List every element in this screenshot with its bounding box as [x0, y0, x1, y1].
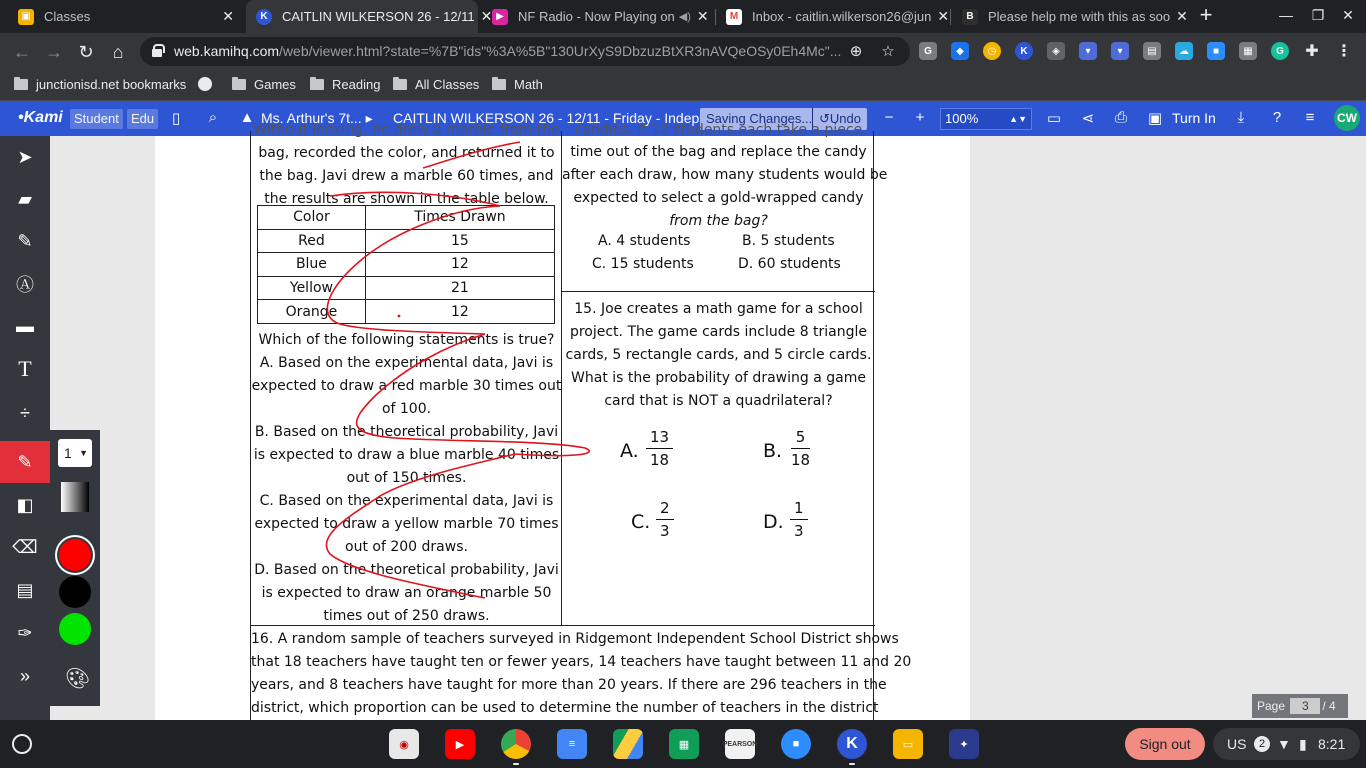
browser-tab-strip — [0, 0, 1366, 33]
bookmark-folder-games[interactable] — [232, 77, 296, 92]
zoom-select[interactable] — [940, 108, 1032, 130]
questions-13-15-column — [562, 122, 888, 625]
zoom-value: 100% — [945, 111, 979, 126]
folder-icon — [310, 79, 324, 90]
q14-choice-d: is expected to draw an orange marble 50 — [261, 585, 552, 601]
q16-line: 16. A random sample of teachers surveyed in Ridgemont Independent School District shows — [251, 631, 899, 647]
reload-icon[interactable]: ↻ — [78, 42, 94, 62]
q15-choice-c-letter: C. — [631, 511, 651, 533]
zoom-extension-icon[interactable]: ■ — [1207, 42, 1225, 60]
tab-nf-radio[interactable] — [482, 0, 714, 33]
download-icon[interactable]: ⤓ — [1237, 109, 1245, 126]
marble-results-table — [257, 205, 555, 324]
bookmark-label: Math — [514, 77, 543, 92]
q15-choice-a-letter: A. — [620, 440, 639, 462]
q15-choice-c-fraction — [656, 499, 674, 540]
q13-choice-b: B. 5 students — [742, 233, 835, 249]
minimize-icon[interactable]: — — [1279, 7, 1293, 23]
securly-app-icon[interactable]: ◉ — [389, 729, 419, 759]
clock-extension-icon[interactable]: ◷ — [983, 42, 1001, 60]
pearson-testnav-app-icon[interactable]: PEARSON — [725, 729, 755, 759]
notification-count-badge: 2 — [1254, 736, 1270, 752]
tab-title: Please help me with this as soo — [988, 9, 1171, 24]
select-tool-icon[interactable]: ➤ — [17, 146, 33, 167]
student-badge: Student — [70, 109, 123, 129]
wifi-icon: ▼ — [1277, 736, 1291, 752]
menu-icon[interactable]: ≡ — [1305, 109, 1315, 126]
chevron-down-icon: ▼ — [79, 448, 88, 458]
highlighter-tool-icon[interactable]: ▰ — [18, 188, 32, 209]
breadcrumb-file[interactable]: CAITLIN WILKERSON 26 - 12/11 - Friday - Indep — [393, 110, 700, 126]
chevron-updown-icon: ▲▼ — [1009, 114, 1027, 124]
tab-separator — [950, 9, 951, 25]
clock-time: 8:21 — [1318, 736, 1346, 752]
close-icon[interactable]: ✕ — [1176, 8, 1188, 24]
battery-icon: ▮ — [1299, 736, 1307, 752]
equation-tool-icon[interactable]: ÷ — [20, 402, 30, 423]
nf-radio-icon: ▶ — [492, 9, 508, 25]
q14-question: Which of the following statements is true? — [258, 332, 555, 348]
denominator: 18 — [650, 451, 670, 469]
numerator: 2 — [656, 499, 674, 520]
forward-icon[interactable]: → — [45, 42, 63, 62]
saving-status: Saving Changes... — [700, 108, 818, 130]
denominator: 18 — [791, 451, 811, 469]
q14-choice-c: expected to draw a yellow marble 70 times — [254, 516, 559, 532]
bookmark-folder-junctionisd[interactable] — [14, 77, 186, 92]
drawing-options-panel — [50, 430, 100, 706]
color-swatch-green[interactable] — [59, 613, 91, 645]
launcher-icon[interactable] — [12, 734, 32, 754]
q15-line: cards, 5 rectangle cards, and 5 circle cards. — [565, 347, 872, 363]
color-swatch-black[interactable] — [59, 576, 91, 608]
tab-brainly[interactable] — [952, 0, 1188, 33]
chromeos-shelf — [0, 720, 1366, 768]
q14-choice-a: A. Based on the experimental data, Javi is — [259, 355, 554, 371]
shield-extension-icon[interactable]: ◆ — [951, 42, 969, 60]
globe-icon — [198, 77, 212, 91]
google-sheets-app-icon[interactable]: ▦ — [669, 729, 699, 759]
kami-extension-icon[interactable]: K — [1015, 42, 1033, 60]
puzzle-extensions-icon[interactable]: ✚ — [1305, 43, 1319, 60]
table-cell: 21 — [365, 276, 554, 300]
classes-icon: ▣ — [18, 9, 34, 25]
new-tab-button[interactable]: + — [1199, 2, 1213, 27]
denominator: 3 — [660, 522, 670, 540]
close-icon[interactable]: ✕ — [696, 8, 709, 24]
q14-choice-b: is expected to draw a blue marble 40 times — [253, 447, 560, 463]
g-extension-icon[interactable]: G — [919, 42, 937, 60]
q15-choice-d-fraction — [790, 499, 808, 540]
palette-icon[interactable]: 🎨︎ — [65, 668, 91, 690]
q14-intro-line: the bag. Javi drew a marble 60 times, and — [259, 168, 554, 184]
numerator: 5 — [791, 428, 810, 449]
q15-line: project. The game cards include 8 triangle — [569, 324, 868, 340]
bookmark-label: Reading — [332, 77, 381, 92]
url-path: /web/viewer.html?state=%7B"ids"%3A%5B"130UrXyS9DbzuzBtXR3nAVQeOSy0Eh4Mc"... — [279, 43, 842, 59]
q15-choice-b-fraction — [791, 428, 810, 469]
q14-choice-a: expected to draw a red marble 30 times out — [251, 378, 562, 394]
q15-choice-a-fraction — [646, 428, 673, 469]
q15-line: 15. Joe creates a math game for a school — [574, 301, 863, 317]
q14-choice-d: times out of 250 draws. — [323, 608, 490, 624]
q13-choice-a: A. 4 students — [598, 233, 691, 249]
stroke-size-select[interactable] — [58, 439, 92, 467]
stroke-size-value: 1 — [64, 445, 72, 461]
q14-intro-line: bag, recorded the color, and returned it to — [258, 145, 555, 161]
q13-choice-c: C. 15 students — [592, 256, 694, 272]
divider — [562, 291, 875, 292]
bookmarks-bar — [0, 70, 1366, 101]
tab-title: CAITLIN WILKERSON 26 - 12/11 — [282, 9, 475, 24]
q14-choice-c: out of 200 draws. — [345, 539, 468, 555]
q13-line: time out of the bag and replace the candy — [570, 144, 867, 160]
page-label: Page — [1257, 699, 1286, 713]
avatar[interactable]: CW — [1334, 105, 1360, 131]
q14-intro-line: the results are shown in the table below. — [264, 191, 549, 207]
cast-extension-icon[interactable]: ▤ — [1143, 42, 1161, 60]
eraser-tool-icon[interactable]: ⌫ — [12, 536, 38, 557]
url-host: web.kamihq.com — [174, 43, 280, 59]
close-icon[interactable]: ✕ — [222, 8, 234, 24]
page-indicator — [1252, 694, 1348, 718]
maximize-icon[interactable]: ❐ — [1311, 7, 1325, 23]
table-header: Times Drawn — [365, 206, 554, 230]
table-cell: 12 — [365, 253, 554, 277]
folder-icon — [232, 79, 246, 90]
add-circle-icon[interactable]: ⊕ — [849, 43, 863, 60]
comment-tool-icon[interactable]: ▬ — [16, 315, 34, 336]
q15-choice-d-letter: D. — [763, 511, 784, 533]
q16-line: that 18 teachers have taught ten or fewer years, 14 teachers have taught between 11 and 20 — [251, 654, 912, 670]
drive-icon[interactable]: ▲ — [239, 109, 255, 126]
turn-in-button[interactable]: Turn In — [1172, 110, 1216, 126]
browser-toolbar — [0, 33, 1366, 70]
brainly-icon: B — [962, 9, 978, 25]
close-icon[interactable]: ✕ — [480, 8, 493, 24]
tab-title: Inbox - caitlin.wilkerson26@jun — [752, 9, 932, 24]
running-indicator — [849, 763, 855, 765]
q13-cut-line: candies. If 12 students each take a piece — [574, 122, 863, 138]
signature-tool-icon[interactable]: ✑ — [17, 622, 33, 643]
v-extension-2-icon[interactable]: ▾ — [1111, 42, 1129, 60]
home-icon[interactable]: ⌂ — [112, 42, 124, 62]
q16-line: years, and 8 teachers have taught for more than 20 years. If there are 296 teachers in the — [251, 677, 887, 693]
folder-icon — [492, 79, 506, 90]
google-slides-app-icon[interactable]: ▭ — [893, 729, 923, 759]
speaker-icon[interactable]: ◀) — [678, 11, 691, 23]
sign-out-button[interactable]: Sign out — [1125, 728, 1205, 760]
sidebar-toggle-icon[interactable]: ▯ — [171, 110, 181, 127]
zoom-in-icon[interactable]: + — [915, 109, 925, 126]
q14-choice-d: D. Based on the theoretical probability, Javi — [254, 562, 559, 578]
q14-choice-b: out of 150 times. — [346, 470, 467, 486]
bookmark-folder-reading[interactable] — [310, 77, 380, 92]
gmail-icon: M — [726, 9, 742, 25]
window-close-icon[interactable]: ✕ — [1342, 7, 1354, 23]
q15-line: card that is NOT a quadrilateral? — [604, 393, 833, 409]
grammarly-extension-icon[interactable]: G — [1271, 42, 1289, 60]
tab-gmail-inbox[interactable] — [716, 0, 948, 33]
expand-tools-icon[interactable]: » — [19, 665, 30, 686]
markup-tool-icon[interactable]: ✎ — [17, 230, 33, 251]
numerator: 1 — [790, 499, 808, 520]
cloud-extension-icon[interactable]: ☁ — [1175, 42, 1193, 60]
breadcrumb-course[interactable]: Ms. Arthur's 7t... ▸ — [261, 110, 373, 126]
back-icon[interactable]: ← — [13, 42, 31, 62]
kami-tool-rail — [0, 136, 50, 720]
folder-icon — [393, 79, 407, 90]
numerator: 13 — [646, 428, 673, 449]
share-icon[interactable]: ⋖ — [1081, 110, 1095, 127]
shield-gray-extension-icon[interactable]: ◈ — [1047, 42, 1065, 60]
bookmark-label: All Classes — [415, 77, 480, 92]
bookmark-label: Games — [254, 77, 296, 92]
tab-kami-document[interactable] — [246, 0, 493, 33]
drawing-tool-icon[interactable]: ✎ — [0, 441, 50, 483]
bookmark-folder-all-classes[interactable] — [393, 77, 479, 92]
edu-badge: Edu — [127, 109, 158, 129]
q15-choice-b-letter: B. — [763, 440, 783, 462]
address-bar[interactable] — [140, 37, 910, 66]
page-number-input[interactable]: 3 — [1290, 698, 1320, 714]
youtube-app-icon[interactable]: ▶ — [445, 729, 475, 759]
running-indicator — [513, 763, 519, 765]
table-cell: 12 — [365, 300, 554, 324]
google-docs-app-icon[interactable]: ≡ — [557, 729, 587, 759]
undo-label: Undo — [829, 111, 861, 126]
q13-line: from the bag? — [669, 213, 768, 229]
q13-line: expected to select a gold-wrapped candy — [573, 190, 864, 206]
folder-icon — [14, 79, 28, 90]
keyboard-locale: US — [1227, 736, 1247, 752]
save-icon[interactable]: ▣ — [1147, 110, 1163, 127]
q14-choice-a: of 100. — [381, 401, 432, 417]
kami-logo[interactable]: •Kami — [18, 109, 63, 126]
undo-button[interactable]: ↺Undo — [812, 108, 867, 130]
status-tray[interactable] — [1213, 728, 1360, 760]
text-tool-icon[interactable]: T — [18, 356, 32, 381]
table-cell: 15 — [365, 229, 554, 253]
close-icon[interactable]: ✕ — [937, 8, 950, 24]
q14-cut-line: Without looking, he drew a marble from the — [253, 122, 560, 138]
breadcrumb-course-text: Ms. Arthur's 7t... — [261, 110, 362, 126]
table-cell: Yellow — [258, 276, 366, 300]
help-icon[interactable]: ? — [1272, 109, 1282, 126]
shapes-tool-icon[interactable]: ◧ — [16, 494, 34, 515]
q16-line: district, which proportion can be used to determine the number of teachers in the district — [251, 700, 879, 716]
print-icon[interactable]: ⎙ — [1114, 109, 1127, 126]
bookmark-star-icon[interactable]: ☆ — [881, 43, 895, 60]
google-drive-app-icon[interactable] — [613, 729, 643, 759]
tab-title: NF Radio - Now Playing on — [518, 9, 675, 24]
q13-line: after each draw, how many students would be — [562, 167, 888, 183]
table-cell: Orange — [258, 300, 366, 324]
question-14-column — [251, 122, 562, 625]
q13-choice-d: D. 60 students — [738, 256, 841, 272]
kami-icon: K — [256, 9, 272, 25]
bookmark-label: junctionisd.net bookmarks — [36, 77, 187, 92]
bookmark-globe[interactable] — [198, 77, 220, 91]
denominator: 3 — [794, 522, 804, 540]
add-image-tool-icon[interactable]: ▤ — [16, 579, 34, 600]
zoom-app-icon[interactable]: ■ — [781, 729, 811, 759]
v-extension-icon[interactable]: ▾ — [1079, 42, 1097, 60]
url-text[interactable] — [174, 43, 842, 59]
q15-line: What is the probability of drawing a game — [571, 370, 866, 386]
more-vert-icon[interactable]: ⋮ — [1336, 43, 1352, 60]
table-cell: Blue — [258, 253, 366, 277]
divider — [251, 625, 875, 626]
tab-title: Classes — [44, 9, 91, 24]
worksheet — [250, 122, 912, 731]
search-icon[interactable]: ⌕ — [208, 109, 218, 126]
table-cell: Red — [258, 229, 366, 253]
open-folder-icon[interactable]: ▭ — [1046, 110, 1062, 127]
q14-choice-b: B. Based on the theoretical probability, Javi — [254, 424, 559, 440]
kami-app-icon[interactable]: K — [837, 729, 867, 759]
sports-app-icon[interactable]: ✦ — [949, 729, 979, 759]
pdf-page[interactable] — [155, 122, 970, 720]
page-total: / 4 — [1322, 699, 1336, 713]
kami-logo-text: Kami — [23, 109, 63, 126]
tab-classes[interactable] — [8, 0, 244, 33]
text-box-tool-icon[interactable]: Ⓐ — [16, 275, 34, 295]
q14-choice-c: C. Based on the experimental data, Javi is — [259, 493, 554, 509]
table-header: Color — [258, 206, 366, 230]
zoom-out-icon[interactable]: − — [884, 109, 894, 126]
screen-extension-icon[interactable]: ▦ — [1239, 42, 1257, 60]
bookmark-folder-math[interactable] — [492, 77, 543, 92]
color-swatch-red[interactable] — [59, 539, 91, 571]
lock-icon[interactable] — [152, 44, 162, 56]
chrome-app-icon[interactable] — [501, 729, 531, 759]
opacity-slider[interactable] — [61, 482, 89, 512]
